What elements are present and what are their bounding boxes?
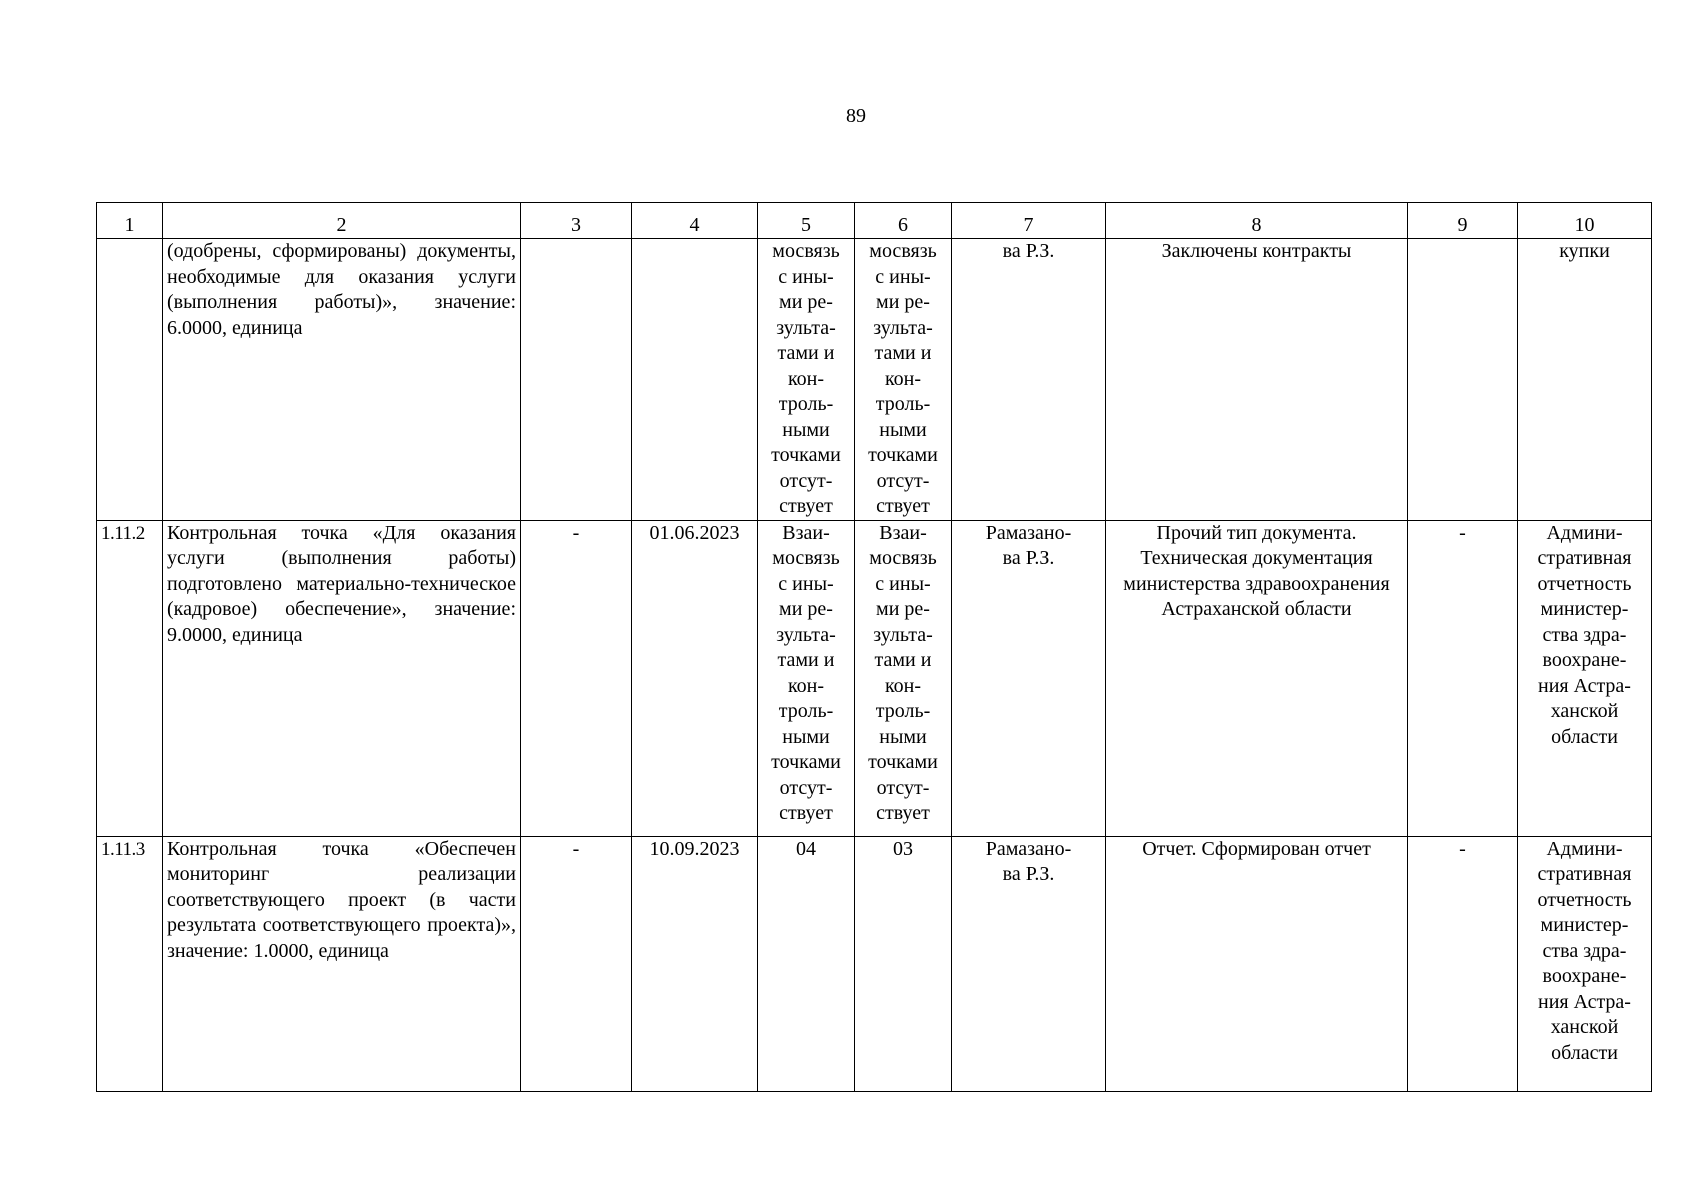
column-10-cell: Админи- стративная отчетность министер- ства здра- воохране- ния Астра- ханской области <box>1518 520 1652 836</box>
description-cell: (одобрены, сформированы) документы, необходимые для оказания услуги (выполнения работы)», значение: 6.0000, единица <box>163 239 521 521</box>
date-cell: 10.09.2023 <box>632 836 758 1091</box>
column-header-3: 3 <box>521 203 632 239</box>
row-number-cell: 1.11.2 <box>97 520 163 836</box>
result-cell: Отчет. Сформирован отчет <box>1106 836 1408 1091</box>
column-10-cell: Админи- стративная отчетность министер- ства здра- воохране- ния Астра- ханской области <box>1518 836 1652 1091</box>
column-header-9: 9 <box>1408 203 1518 239</box>
column-3-cell <box>521 239 632 521</box>
page-number: 89 <box>846 105 866 127</box>
column-9-cell: - <box>1408 520 1518 836</box>
column-5-cell: мосвязь с ины- ми ре- зульта- тами и кон- троль- ными точками отсут- ствует <box>758 239 855 521</box>
description-cell: Контрольная точка «Обеспечен мониторинг реализации соответствующего проект (в части результата соответствующего проекта)», значение: 1.0000, единица <box>163 836 521 1091</box>
column-header-6: 6 <box>855 203 952 239</box>
responsible-cell: Рамазано- ва Р.З. <box>952 520 1106 836</box>
column-header-1: 1 <box>97 203 163 239</box>
responsible-cell: ва Р.З. <box>952 239 1106 521</box>
result-cell: Заключены контракты <box>1106 239 1408 521</box>
column-header-4: 4 <box>632 203 758 239</box>
column-9-cell: - <box>1408 836 1518 1091</box>
column-header-8: 8 <box>1106 203 1408 239</box>
table-row <box>97 836 1652 1091</box>
column-5-cell: Взаи- мосвязь с ины- ми ре- зульта- тами и кон- троль- ными точками отсут- ствует <box>758 520 855 836</box>
column-3-cell: - <box>521 836 632 1091</box>
column-9-cell <box>1408 239 1518 521</box>
table-row <box>97 520 1652 836</box>
date-cell: 01.06.2023 <box>632 520 758 836</box>
column-header-7: 7 <box>952 203 1106 239</box>
column-header-5: 5 <box>758 203 855 239</box>
table-row <box>97 239 1652 521</box>
description-cell: Контрольная точка «Для оказания услуги (выполнения работы) подготовлено материально-техническое (кадровое) обеспечение», значение: 9.0000, единица <box>163 520 521 836</box>
column-6-cell: мосвязь с ины- ми ре- зульта- тами и кон- троль- ными точками отсут- ствует <box>855 239 952 521</box>
row-number-cell <box>97 239 163 521</box>
column-header-10: 10 <box>1518 203 1652 239</box>
column-6-cell: Взаи- мосвязь с ины- ми ре- зульта- тами и кон- троль- ными точками отсут- ствует <box>855 520 952 836</box>
responsible-cell: Рамазано- ва Р.З. <box>952 836 1106 1091</box>
column-6-cell: 03 <box>855 836 952 1091</box>
column-10-cell: купки <box>1518 239 1652 521</box>
result-cell: Прочий тип документа. Техническая документация министерства здравоохранения Астраханской области <box>1106 520 1408 836</box>
header-row <box>97 203 1652 239</box>
document-table <box>96 202 1652 1092</box>
column-5-cell: 04 <box>758 836 855 1091</box>
column-3-cell: - <box>521 520 632 836</box>
date-cell <box>632 239 758 521</box>
row-number-cell: 1.11.3 <box>97 836 163 1091</box>
column-header-2: 2 <box>163 203 521 239</box>
